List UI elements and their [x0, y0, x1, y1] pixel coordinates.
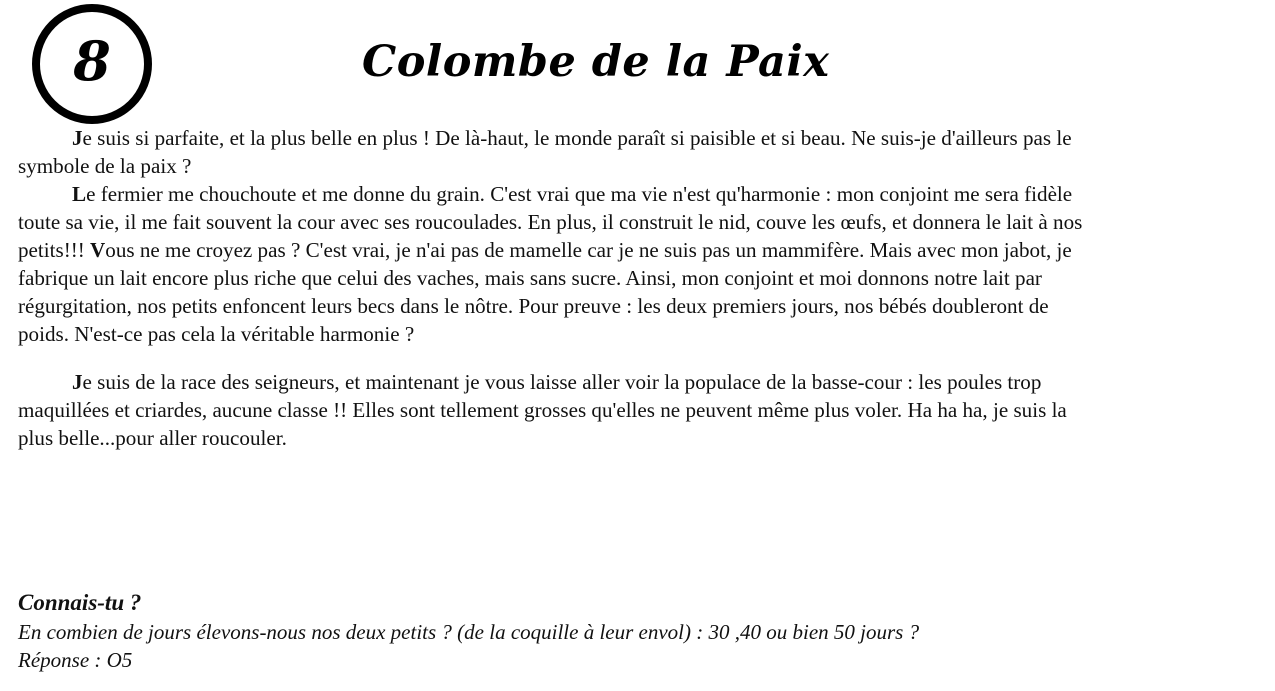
page-title: Colombe de la Paix: [362, 37, 830, 87]
paragraph-2-text-continued: ous ne me croyez pas ? C'est vrai, je n'ai pas de mamelle car je ne suis pas un mammifère. Mais avec mon jabot, je fabrique un lait encore plus riche que celui des vaches, mais sans sucre. Ainsi, mon conjoint et moi donnons notre lait par régurgitation, nos petits enfoncent leurs becs dans le nôtre. Pour preuve : les deux premiers jours, nos bébés doubleront de poids. N'est-ce pas cela la véritable harmonie ?: [18, 238, 1072, 346]
paragraph-3-initial: J: [72, 370, 83, 394]
quiz-section: [18, 588, 1118, 674]
story-text: [18, 124, 1086, 452]
quiz-heading: Connais-tu ?: [18, 590, 142, 615]
paragraph-1: [18, 124, 1086, 180]
paragraph-2-text: e fermier me chouchoute et me donne du grain. C'est vrai que ma vie n'est qu'harmonie : mon conjoint me sera fidèle toute sa vie, il me fait souvent la cour avec ses roucoulades. En plus, il construit le nid, couve les œufs, et donnera le lait à nos petits!!!: [18, 182, 1083, 262]
paragraph-2-inner-initial: V: [90, 238, 106, 262]
quiz-question: En combien de jours élevons-nous nos deux petits ? (de la coquille à leur envol) : 30 ,40 ou bien 50 jours ?: [18, 620, 920, 644]
number-badge: [32, 4, 152, 124]
paragraph-3-text: e suis de la race des seigneurs, et maintenant je vous laisse aller voir la populace de la basse-cour : les poules trop maquillées et criardes, aucune classe !! Elles sont tellement grosses qu'elles ne peuvent même plus voler. Ha ha ha, je suis la plus belle...pour aller roucouler.: [18, 370, 1067, 450]
quiz-answer: Réponse : O5: [18, 648, 133, 672]
paragraph-2: [18, 180, 1086, 348]
badge-number: 8: [73, 29, 111, 93]
paragraph-1-initial: J: [72, 126, 83, 150]
paragraph-1-text: e suis si parfaite, et la plus belle en plus ! De là-haut, le monde paraît si paisible et si beau. Ne suis-je d'ailleurs pas le symbole de la paix ?: [18, 126, 1072, 178]
paragraph-3: [18, 368, 1086, 452]
paragraph-2-initial: L: [72, 182, 87, 206]
